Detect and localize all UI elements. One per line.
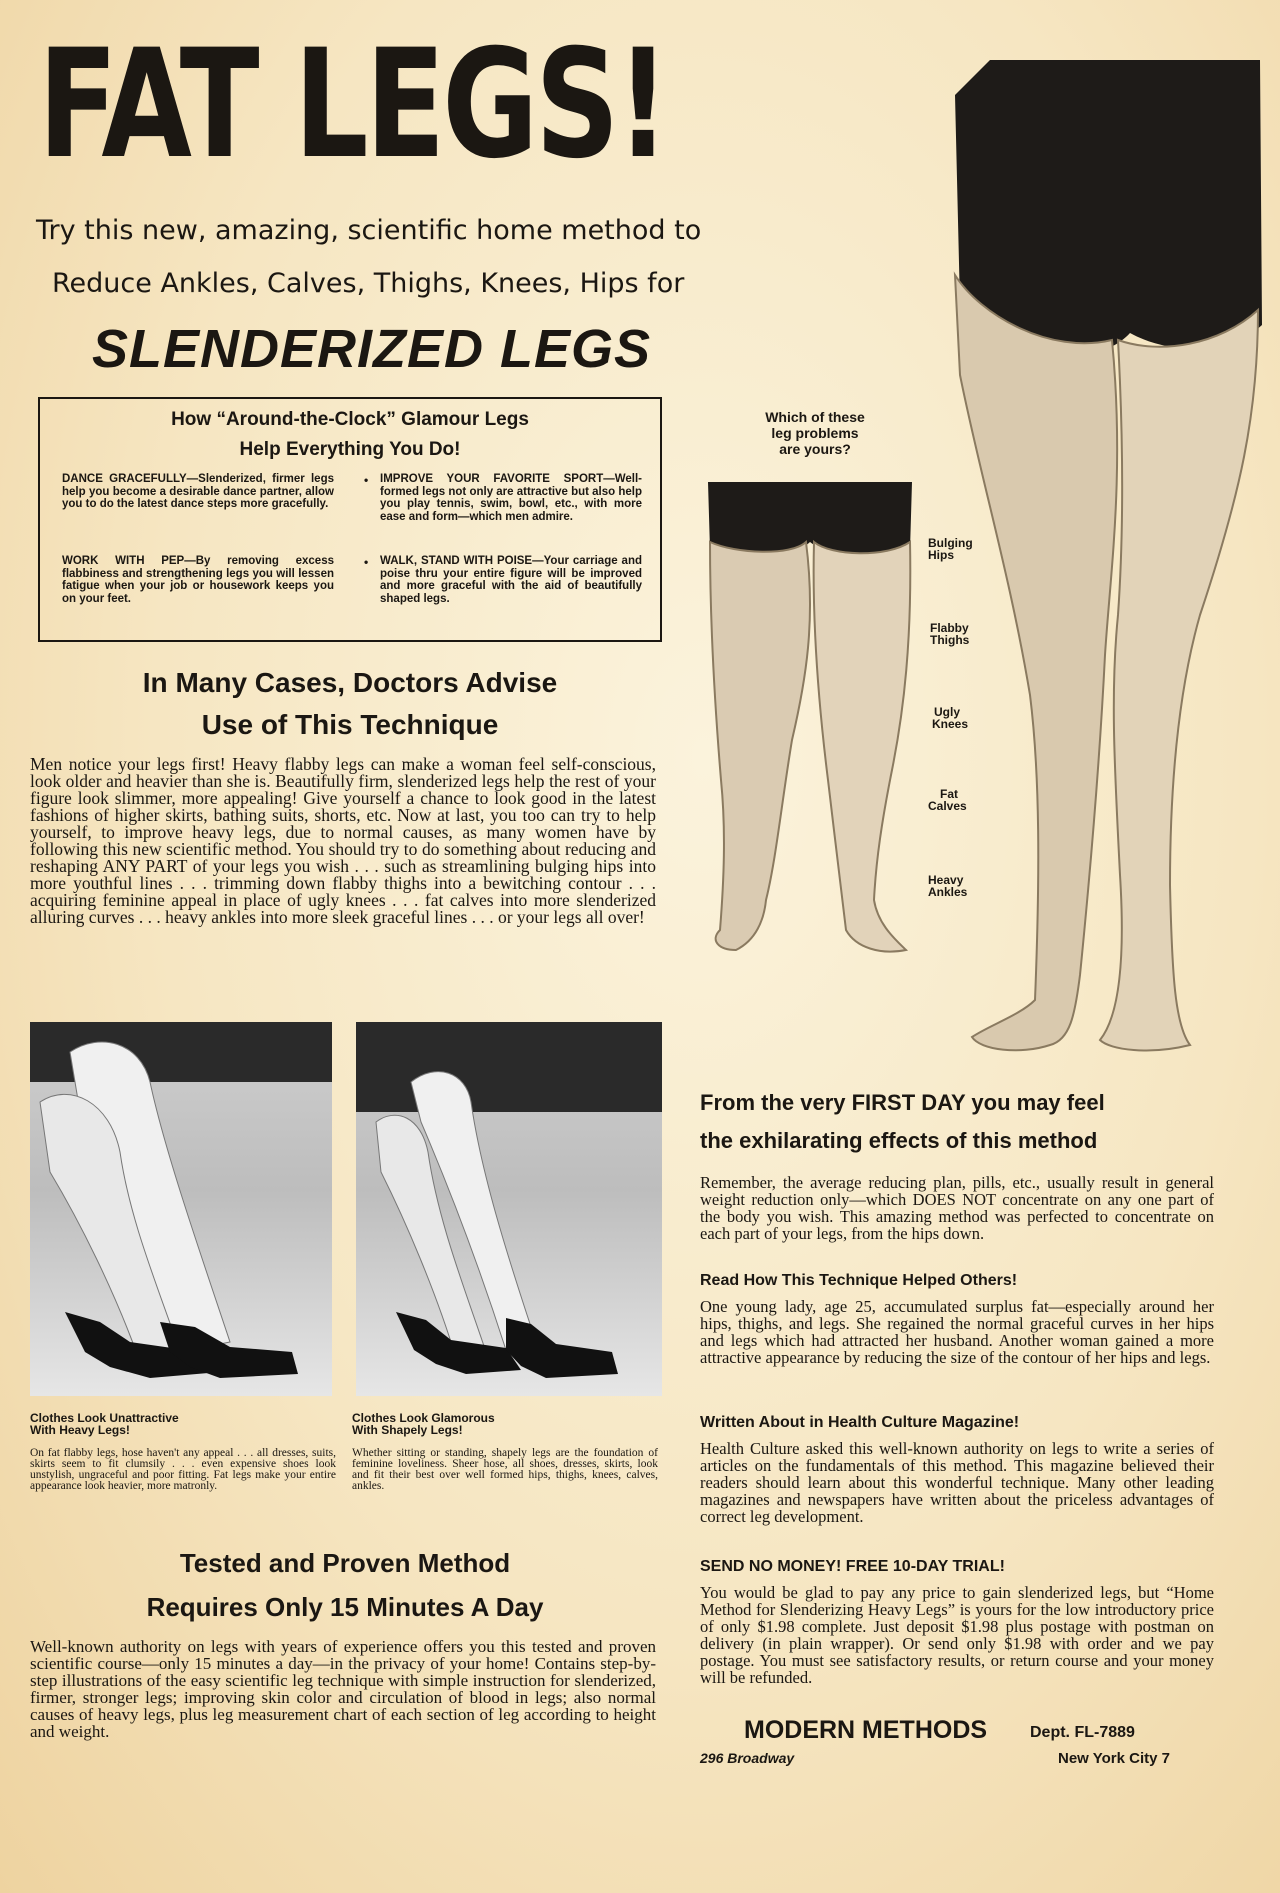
city: New York City 7: [1058, 1750, 1170, 1767]
caption-heavy-line-2: With Heavy Legs!: [30, 1423, 130, 1437]
tested-heading-line-2: Requires Only 15 Minutes A Day: [146, 1592, 544, 1622]
benefit-work: WORK WITH PEP—By removing excess flabbiness and strengthening legs you will lessen fatigue when your job or housework keeps you on your feet.: [62, 555, 334, 605]
label-fat-calves-line-2: Calves: [928, 799, 967, 813]
subheadline-line-2: Reduce Ankles, Calves, Thighs, Knees, Hips for: [52, 268, 685, 299]
heavy-legs-diagram: [706, 480, 918, 960]
heavy-legs-illustration: [30, 1022, 332, 1396]
leg-problems-question-line-3: are yours?: [779, 441, 851, 457]
bullet-icon: •: [364, 555, 369, 569]
free-trial-body: You would be glad to pay any price to gain slenderized legs, but “Home Method for Slenderizing Heavy Legs” is yours for the low introductory price of only $1.98 complete. Just deposit $1.98 plus postage with postman on delivery (in plain wrapper). Or send only $1.98 with order and we pay postage. You must see satisfactory results, or return course and your money will be refunded.: [700, 1583, 1214, 1687]
health-culture-heading: Written About in Health Culture Magazine!: [700, 1414, 1020, 1431]
doctors-body: Men notice your legs first! Heavy flabby legs can make a woman feel self-conscious, look older and heavier than she is. Beautifully firm, slenderized legs help the rest of your figure look slimmer, more appealing! Give yourself a chance to look good in the latest fashions of higher skirts, bathing suits, shorts, etc. Now at last, you too can try to help yourself, to improve heavy legs, due to normal causes, as many women have by following this new scientific method. You should try to do something about reducing and reshaping ANY PART of your legs you wish . . . such as streamlining bulging hips into more youthful lines . . . trimming down flabby thighs into a bewitching contour . . . acquiring feminine appeal in place of ugly knees . . . fat calves into more slenderized alluring curves . . . heavy ankles into more sleek graceful lines . . . or your legs all over!: [30, 754, 656, 927]
bullet-icon: •: [364, 473, 369, 487]
benefit-dance: DANCE GRACEFULLY—Slenderized, firmer legs help you become a desirable dance partner, allow you to do the latest dance steps more gracefully.: [62, 473, 334, 510]
slim-legs-illustration: [940, 55, 1270, 1095]
slogan: SLENDERIZED LEGS: [92, 319, 652, 379]
label-heavy-ankles-line-1: Heavy: [928, 873, 964, 887]
label-ugly-knees-line-1: Ugly: [934, 705, 961, 719]
doctors-heading-line-2: Use of This Technique: [201, 709, 499, 740]
first-day-body: Remember, the average reducing plan, pills, etc., usually result in general weight reduction only—which DOES NOT concentrate on any one part of the body you wish. This amazing method was perfected to concentrate on each part of your legs, from the hips down.: [700, 1173, 1214, 1243]
department: Dept. FL-7889: [1030, 1724, 1135, 1741]
others-body: One young lady, age 25, accumulated surplus fat—especially around her hips, thighs, and legs. She regained the normal graceful curves in her hips and legs which had attracted her husband. Another woman gained a more attractive appearance by reducing the size of the contour of her hips and legs.: [700, 1297, 1214, 1367]
benefit-box-title-line-2: Help Everything You Do!: [239, 439, 461, 460]
benefit-box-title-line-1: How “Around-the-Clock” Glamour Legs: [171, 409, 529, 430]
caption-glamorous-line-1: Clothes Look Glamorous: [352, 1411, 495, 1425]
caption-glamorous-text: Whether sitting or standing, shapely legs are the foundation of feminine loveliness. Sheer hose, all shoes, dresses, skirts, look and fit their best over well formed hips, thighs, knees, calves, ankles.: [352, 1447, 658, 1492]
benefit-walk: WALK, STAND WITH POISE—Your carriage and poise thru your entire figure will be improved and more graceful with the aid of beautifully shaped legs.: [380, 555, 642, 605]
health-culture-body: Health Culture asked this well-known authority on legs to write a series of articles on the fundamentals of this method. This magazine believed their readers should learn about this wonderful technique. Many other leading magazines and newspapers have written about the priceless advantages of correct leg development.: [700, 1439, 1214, 1526]
label-heavy-ankles-line-2: Ankles: [928, 885, 968, 899]
label-flabby-thighs-line-2: Thighs: [930, 633, 970, 647]
heavy-legs-photo: [30, 1022, 332, 1396]
benefit-sport: IMPROVE YOUR FAVORITE SPORT—Well-formed legs not only are attractive but also help you play tennis, swim, bowl, etc., with more ease and form—which men admire.: [380, 473, 643, 523]
leg-problems-question-line-1: Which of these: [765, 409, 865, 425]
benefit-box: [38, 397, 662, 642]
doctors-heading-line-1: In Many Cases, Doctors Advise: [142, 667, 558, 698]
label-bulging-hips-line-1: Bulging: [928, 536, 973, 550]
first-day-heading-line-1: From the very FIRST DAY you may feel: [700, 1090, 1105, 1115]
label-flabby-thighs-line-1: Flabby: [930, 621, 969, 635]
subheadline-line-1: Try this new, amazing, scientific home method to: [36, 215, 702, 246]
first-day-heading-line-2: the exhilarating effects of this method: [700, 1128, 1098, 1153]
shapely-legs-illustration: [356, 1022, 662, 1396]
leg-problems-question-line-2: leg problems: [771, 425, 859, 441]
caption-heavy-text: On fat flabby legs, hose haven't any appeal . . . all dresses, suits, skirts seem to fit clumsily . . . even expensive shoes look unstylish, ungraceful and poor fitting. Fat legs make your entire appearance look heavier, more matronly.: [30, 1447, 336, 1492]
headline: FAT LEGS!: [38, 18, 667, 192]
free-trial-heading: SEND NO MONEY! FREE 10-DAY TRIAL!: [700, 1558, 1005, 1575]
label-bulging-hips-line-2: Hips: [928, 548, 955, 562]
caption-glamorous-line-2: With Shapely Legs!: [352, 1423, 463, 1437]
shapely-legs-photo: [356, 1022, 662, 1396]
label-fat-calves-line-1: Fat: [940, 787, 958, 801]
label-ugly-knees-line-2: Knees: [932, 717, 969, 731]
others-heading: Read How This Technique Helped Others!: [700, 1272, 1018, 1289]
street-address: 296 Broadway: [700, 1750, 795, 1766]
caption-heavy-line-1: Clothes Look Unattractive: [30, 1411, 179, 1425]
company-name: MODERN METHODS: [744, 1716, 988, 1744]
tested-body: Well-known authority on legs with years of experience offers you this tested and proven scientific course—only 15 minutes a day—in the privacy of your home! Contains step-by-step illustrations of the easy scientific leg technique with simple instruction for slenderized, firmer, stronger legs; improving skin color and circulation of blood in legs; also normal causes of heavy legs, plus leg measurement chart of each section of leg according to height and weight.: [30, 1637, 656, 1741]
tested-heading-line-1: Tested and Proven Method: [179, 1548, 511, 1578]
